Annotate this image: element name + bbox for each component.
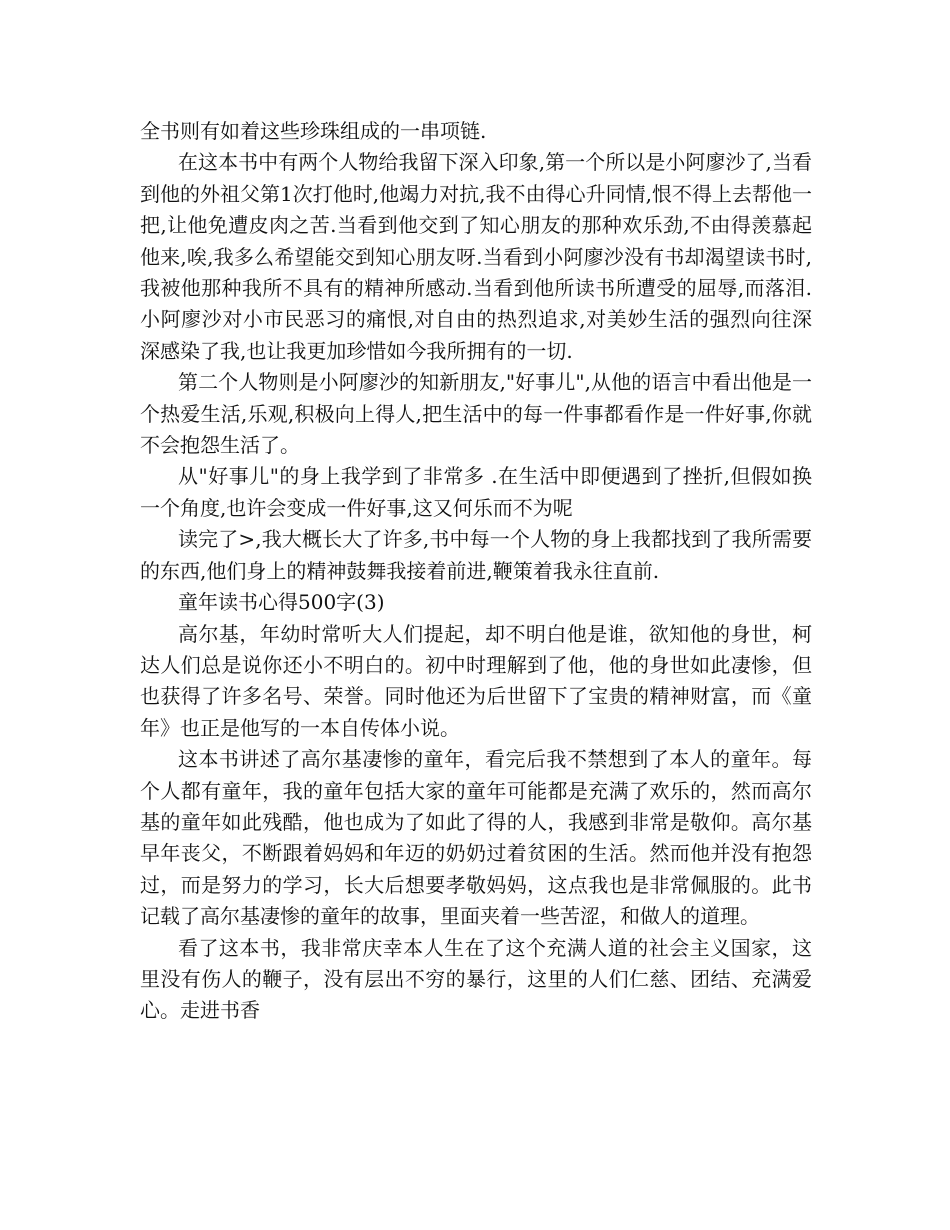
paragraph-9: 看了这本书，我非常庆幸本人生在了这个充满人道的社会主义国家，这里没有伤人的鞭子，没有层出不穷的暴行，这里的人们仁慈、团结、充满爱心。走进书香 [140,935,812,1023]
paragraph-1: 全书则有如着这些珍珠组成的一串项链. [140,119,487,143]
section-heading: 童年读书心得500字(3) [178,590,385,615]
paragraph-5: 读完了>,我大概长大了许多,书中每一个人物的身上我都找到了我所需要的东西,他们身上的精神鼓舞我接着前进,鞭策着我永往直前. [140,527,812,583]
paragraph-3: 第二个人物则是小阿廖沙的知新朋友,"好事儿",从他的语言中看出他是一个热爱生活,乐观,积极向上得人,把生活中的每一件事都看作是一件好事,你就不会抱怨生活了。 [140,370,812,458]
document-body [140,116,812,1027]
paragraph-8: 这本书讲述了高尔基凄惨的童年，看完后我不禁想到了本人的童年。每个人都有童年，我的童年包括大家的童年可能都是充满了欢乐的，然而高尔基的童年如此残酷，他也成为了如此了得的人，我感到非常是敬仰。高尔基早年丧父，不断跟着妈妈和年迈的奶奶过着贫困的生活。然而他并没有抱怨过，而是努力的学习，长大后想要孝敬妈妈，这点我也是非常佩服的。此书记载了高尔基凄惨的童年的故事，里面夹着一些苦涩，和做人的道理。 [140,747,812,929]
paragraph-4: 从"好事儿"的身上我学到了非常多 .在生活中即便遇到了挫折,但假如换一个角度,也许会变成一件好事,这又何乐而不为呢 [140,464,812,520]
paragraph-2: 在这本书中有两个人物给我留下深入印象,第一个所以是小阿廖沙了,当看到他的外祖父第1次打他时,他竭力对抗,我不由得心升同情,恨不得上去帮他一把,让他免遭皮肉之苦.当看到他交到了知心朋友的那种欢乐劲,不由得羡慕起他来,唉,我多么希望能交到知心朋友呀.当看到小阿廖沙没有书却渴望读书时,我被他那种我所不具有的精神所感动.当看到他所读书所遭受的屈辱,而落泪.小阿廖沙对小市民恶习的痛恨,对自由的热烈追求,对美妙生活的强烈向往深深感染了我,也让我更加珍惜如今我所拥有的一切. [140,150,812,363]
paragraph-7: 高尔基，年幼时常听大人们提起，却不明白他是谁，欲知他的身世，柯达人们总是说你还小不明白的。初中时理解到了他，他的身世如此凄惨，但也获得了许多名号、荣誉。同时他还为后世留下了宝贵的精神财富，而《童年》也正是他写的一本自传体小说。 [140,621,812,740]
